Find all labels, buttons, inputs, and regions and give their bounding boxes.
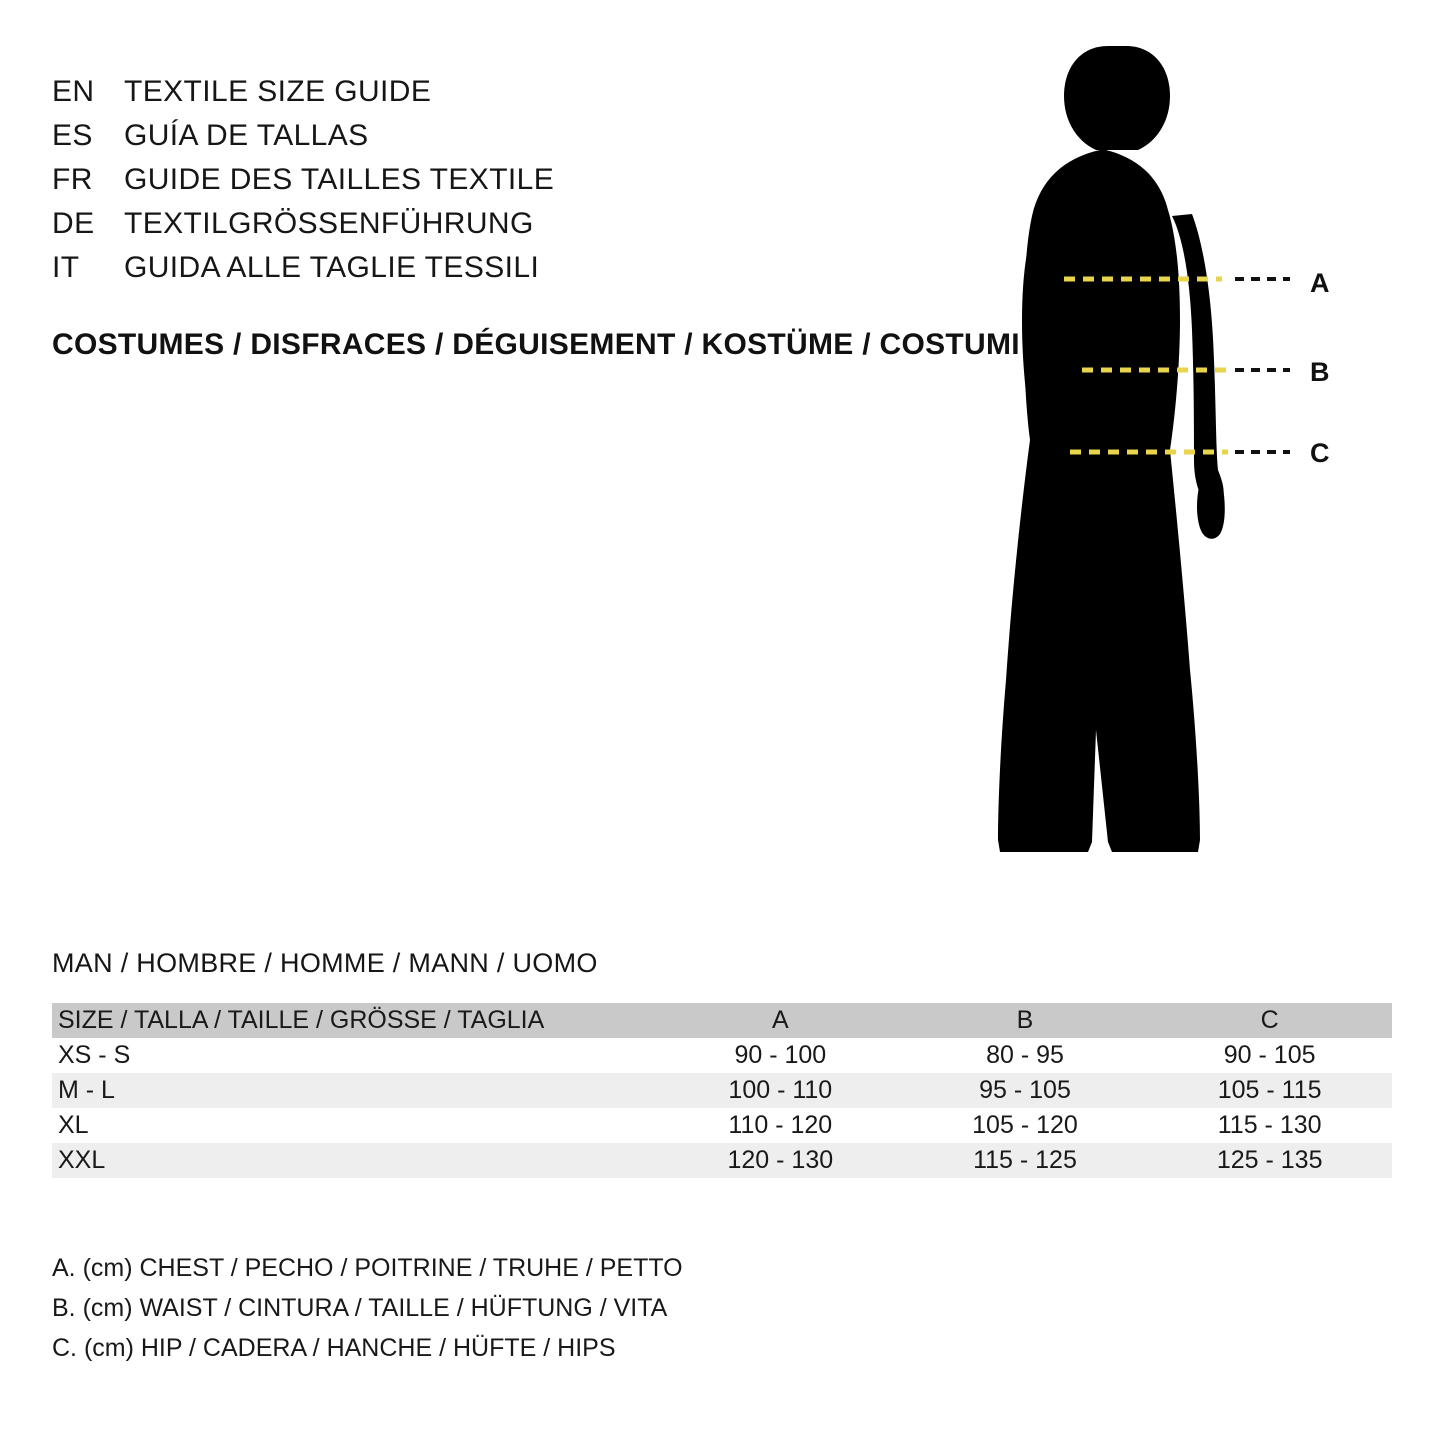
row-hip: 115 - 130 (1217, 1111, 1322, 1139)
row-hip: 125 - 135 (1216, 1146, 1323, 1174)
table-header-a: A (771, 1006, 789, 1034)
marker-label-b: B (1310, 357, 1330, 387)
row-hip: 90 - 105 (1223, 1041, 1316, 1069)
row-size: XL (58, 1111, 89, 1139)
legend-waist: B. (cm) WAIST / CINTURA / TAILLE / HÜFTUNG / VITA (52, 1294, 668, 1322)
row-waist: 105 - 120 (972, 1111, 1078, 1139)
language-code-fr: FR (52, 163, 93, 196)
table-header-b: B (1016, 1006, 1034, 1034)
row-size: XXL (58, 1146, 106, 1174)
language-row-de (52, 202, 952, 246)
language-code-it: IT (52, 251, 80, 284)
language-text-en: TEXTILE SIZE GUIDE (124, 75, 432, 108)
language-row-en (52, 70, 952, 114)
row-waist: 115 - 125 (973, 1146, 1077, 1174)
language-text-de: TEXTILGRÖSSENFÜHRUNG (124, 207, 534, 240)
language-text-fr: GUIDE DES TAILLES TEXTILE (124, 163, 555, 196)
language-code-de: DE (52, 207, 95, 240)
language-code-es: ES (52, 119, 93, 152)
table-title: MAN / HOMBRE / HOMME / MANN / UOMO (52, 948, 598, 978)
size-table (52, 1003, 1392, 1178)
row-hip: 105 - 115 (1217, 1076, 1322, 1104)
category-line: COSTUMES / DISFRACES / DÉGUISEMENT / KOSTÜME / COSTUMI (52, 328, 1020, 361)
measurement-legend (52, 1248, 683, 1368)
row-chest: 90 - 100 (734, 1041, 827, 1069)
language-row-it (52, 246, 952, 290)
legend-hip: C. (cm) HIP / CADERA / HANCHE / HÜFTE / HIPS (52, 1334, 616, 1362)
marker-label-a: A (1310, 268, 1330, 298)
row-waist: 80 - 95 (986, 1041, 1064, 1069)
row-size: XS - S (58, 1041, 131, 1069)
language-code-en: EN (52, 75, 95, 108)
legend-chest: A. (cm) CHEST / PECHO / POITRINE / TRUHE / PETTO (52, 1254, 683, 1282)
marker-label-c: C (1310, 438, 1330, 468)
table-row (52, 1108, 1392, 1143)
row-size: M - L (58, 1076, 115, 1104)
language-list (52, 70, 952, 290)
language-row-fr (52, 158, 952, 202)
table-header-size: SIZE / TALLA / TAILLE / GRÖSSE / TAGLIA (58, 1006, 545, 1034)
language-text-it: GUIDA ALLE TAGLIE TESSILI (124, 251, 540, 284)
body-figure (960, 30, 1380, 890)
row-waist: 95 - 105 (979, 1076, 1071, 1104)
table-header-c: C (1260, 1006, 1279, 1034)
row-chest: 110 - 120 (728, 1111, 833, 1139)
table-row (52, 1073, 1392, 1108)
row-chest: 120 - 130 (727, 1146, 834, 1174)
table-row (52, 1038, 1392, 1073)
table-header-row (52, 1003, 1392, 1038)
language-text-es: GUÍA DE TALLAS (124, 119, 369, 152)
row-chest: 100 - 110 (728, 1076, 833, 1104)
table-row (52, 1143, 1392, 1178)
language-row-es (52, 114, 952, 158)
